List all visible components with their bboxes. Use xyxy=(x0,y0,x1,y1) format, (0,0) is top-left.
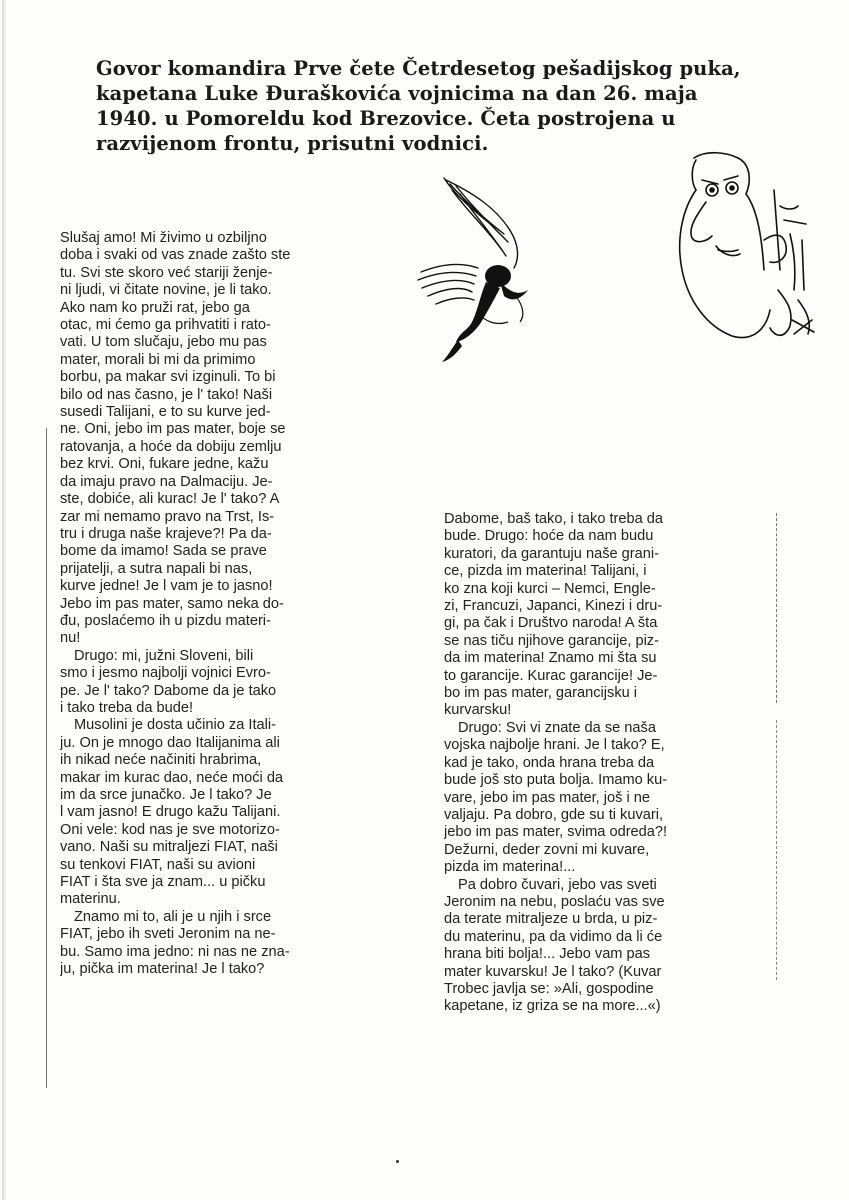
text-line: ne. Oni, jebo im pas mater, boje se xyxy=(60,421,286,438)
text-line: ju. On je mnogo dao Italijanima ali xyxy=(60,734,280,751)
text-line: jebo im pas mater, svima odreda?! xyxy=(444,824,668,841)
text-line: kurve jedne! Je l vam je to jasno! xyxy=(60,578,273,595)
page-edge-shadow xyxy=(2,0,6,1200)
column-rule xyxy=(776,720,777,980)
text-line: FIAT i šta sve ja znam... u pičku xyxy=(60,874,266,891)
text-line: Znamo mi to, ali je u njih i srce xyxy=(74,908,272,925)
text-line: doba i svaki od vas znade zašto ste xyxy=(60,247,291,264)
text-line: se nas tiču njihove garancije, piz- xyxy=(444,632,659,649)
title-line: razvijenom frontu, prisutni vodnici. xyxy=(96,132,489,155)
text-line: kad je tako, onda hrana treba da xyxy=(444,754,655,771)
text-line: ni ljudi, vi čitate novine, je li tako. xyxy=(60,282,272,299)
text-line: bu. Samo ima jedno: ni nas ne zna- xyxy=(60,943,290,960)
text-line: vati. U tom slučaju, jebo mu pas xyxy=(60,334,267,351)
text-line: zar mi nemamo pravo na Trst, Is- xyxy=(60,508,275,525)
title-line: Govor komandira Prve čete Četrdesetog pešadijskog puka, xyxy=(96,57,741,80)
text-line: tu. Svi ste skoro već stariji ženje- xyxy=(60,264,273,281)
text-line: mater kuvarsku! Je l tako? (Kuvar xyxy=(444,963,662,980)
text-line: kurvarsku! xyxy=(444,702,512,719)
text-line: gi, pa čak i Društvo naroda! A šta xyxy=(444,615,658,632)
column-rule xyxy=(46,428,47,1088)
text-line: ce, pizda im materina! Talijani, i xyxy=(444,563,647,580)
text-line: su tenkovi FIAT, naši su avioni xyxy=(60,856,256,873)
angel-sketch-icon xyxy=(416,172,538,367)
text-line: Oni vele: kod nas je sve motorizo- xyxy=(60,821,280,838)
text-line: Dabome, baš tako, i tako treba da xyxy=(444,511,664,527)
text-line: ju, pička im materina! Je l tako? xyxy=(60,961,265,978)
text-line: vojska najbolje hrani. Je l tako? E, xyxy=(444,737,665,754)
column-rule xyxy=(776,513,777,703)
text-line: kapetane, iz griza se na more...«) xyxy=(444,998,661,1015)
text-line: Musolini je dosta učinio za Itali- xyxy=(74,717,276,734)
text-line: Jebo im pas mater, samo neka do- xyxy=(60,595,284,612)
text-line: smo i jesmo najbolji vojnici Evro- xyxy=(60,665,271,682)
text-line: tru i druga naše krajeve?! Pa da- xyxy=(60,525,272,542)
text-line: Ako nam ko pruži rat, jebo ga xyxy=(60,299,250,316)
text-line: materinu. xyxy=(60,891,121,908)
text-line: ratovanja, a hoće da dobiju zemlju xyxy=(60,438,282,455)
text-line: FIAT, jebo ih sveti Jeronim na ne- xyxy=(60,926,276,943)
text-line: pe. Je l' tako? Dabome da je tako xyxy=(60,682,277,699)
text-line: ko zna koji kurci – Nemci, Engle- xyxy=(444,580,656,597)
text-line: bude još sto puta bolja. Imamo ku- xyxy=(444,772,668,789)
title-line: 1940. u Pomoreldu kod Brezovice. Četa postrojena u xyxy=(96,107,676,130)
text-line: prijatelji, a sutra napali bi nas, xyxy=(60,560,253,577)
title-line: kapetana Luke Đuraškovića vojnicima na dan 26. maja xyxy=(96,82,698,105)
text-line: makar im kurac dao, neće moći da xyxy=(60,769,284,786)
text-line: valjaju. Pa dobro, gde su ti kuvari, xyxy=(444,806,664,823)
text-line: mater, morali bi mi da primimo xyxy=(60,351,256,368)
caricature-sketch-icon xyxy=(666,150,822,350)
right-text-column xyxy=(444,511,774,1016)
text-line: da terate mitraljeze u brda, u piz- xyxy=(444,911,658,928)
text-line: vano. Naši su mitraljezi FIAT, naši xyxy=(60,839,278,856)
text-line: bude. Drugo: hoće da nam budu xyxy=(444,528,654,545)
text-line: borbu, pa makar svi izginuli. To bi xyxy=(60,369,276,386)
text-line: bilo od nas časno, je l' tako! Naši xyxy=(60,386,273,403)
text-line: Slušaj amo! Mi živimo u ozbiljno xyxy=(60,230,267,246)
text-line: Jeronim na nebu, poslaću vas sve xyxy=(444,893,665,910)
page-mark xyxy=(396,1160,399,1163)
text-line: ih nikad neće načiniti hrabrima, xyxy=(60,752,262,769)
text-line: pizda im materina!... xyxy=(444,859,576,876)
text-line: đu, poslaćemo ih u pizdu materi- xyxy=(60,612,271,629)
text-line: Dežurni, deder zovni mi kuvare, xyxy=(444,841,650,858)
left-text-column xyxy=(60,230,390,978)
text-line: Trobec javlja se: »Ali, gospodine xyxy=(444,980,654,997)
page-title xyxy=(96,56,741,156)
text-line: to garancije. Kurac garancije! Je- xyxy=(444,667,658,684)
text-line: da imaju pravo na Dalmaciju. Je- xyxy=(60,473,273,490)
text-line: da im materina! Znamo mi šta su xyxy=(444,650,657,667)
text-line: Drugo: Svi vi znate da se naša xyxy=(458,719,656,736)
text-line: bome da imamo! Sada se prave xyxy=(60,543,267,560)
text-line: Pa dobro čuvari, jebo vas sveti xyxy=(458,876,657,893)
text-line: vare, jebo im pas mater, još i ne xyxy=(444,789,651,806)
text-line: bo im pas mater, garancijsku i xyxy=(444,685,638,702)
text-line: susedi Talijani, e to su kurve jed- xyxy=(60,404,271,421)
text-line: l vam jasno! E drugo kažu Talijani. xyxy=(60,804,281,821)
text-line: nu! xyxy=(60,630,81,647)
text-line: i tako treba da bude! xyxy=(60,699,194,716)
text-line: Drugo: mi, južni Sloveni, bili xyxy=(74,647,254,664)
text-line: otac, mi ćemo ga prihvatiti i rato- xyxy=(60,317,271,334)
text-line: im da srce junačko. Je l tako? Je xyxy=(60,787,272,803)
text-line: hrana biti bolja!... Jebo vam pas xyxy=(444,946,651,963)
text-line: du materinu, pa da vidimo da li će xyxy=(444,928,663,945)
text-line: kuratori, da garantuju naše grani- xyxy=(444,545,659,562)
text-line: ste, dobiće, ali kurac! Je l' tako? A xyxy=(60,491,280,508)
text-line: bez krvi. Oni, fukare jedne, kažu xyxy=(60,456,269,473)
text-line: zi, Francuzi, Japanci, Kinezi i dru- xyxy=(444,598,663,615)
